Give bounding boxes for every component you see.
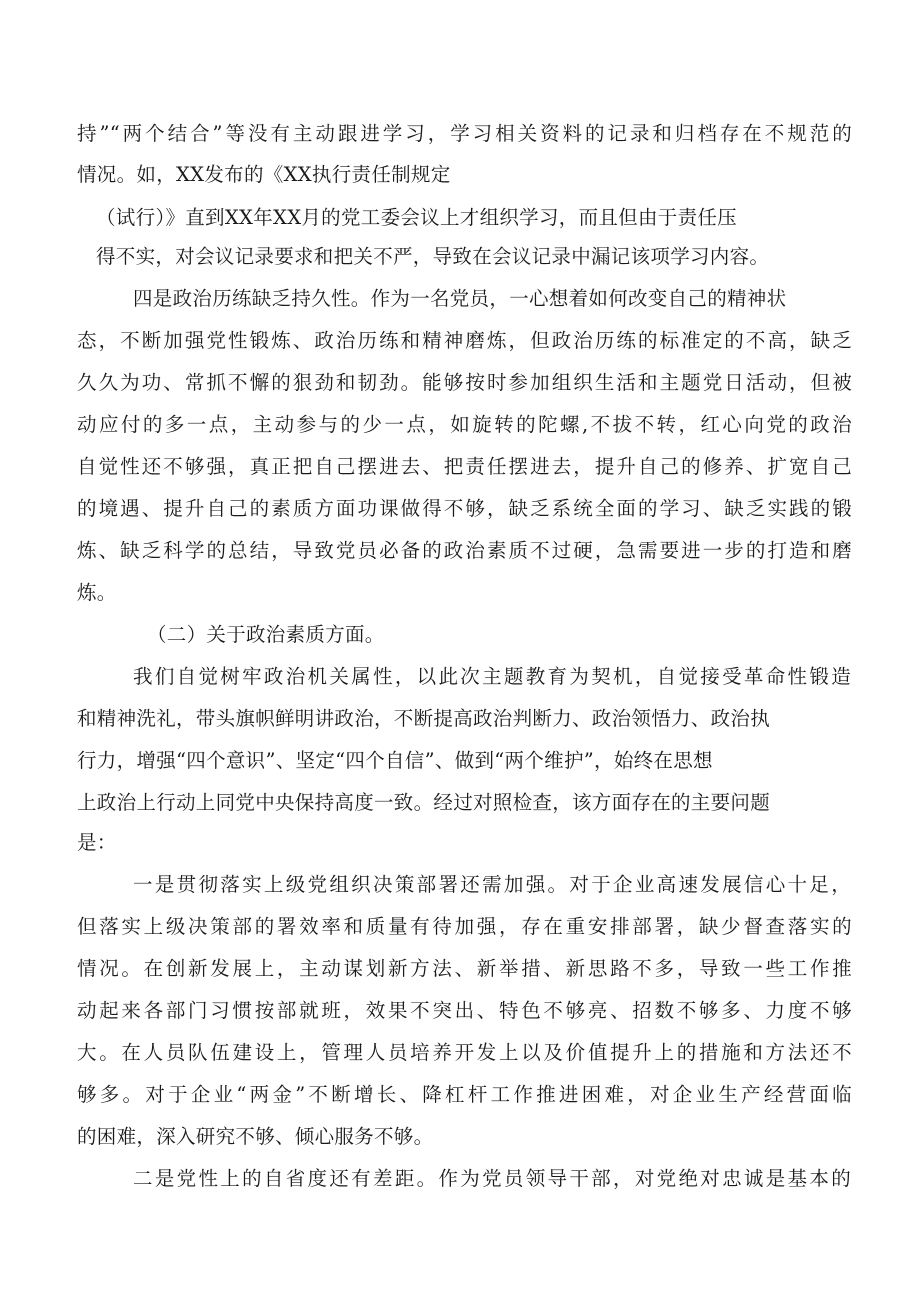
text-line-11: 炼、缺乏科学的总结，导致党员必备的政治素质不过硬，急需要进一步的打造和磨	[77, 539, 852, 562]
paragraph-1-start: 一是贯彻落实上级党组织决策部署还需加强。对于企业高速发展信心十足，	[133, 873, 851, 896]
text-line-10: 的境遇、提升自己的素质方面功课做得不够，缺乏系统全面的学习、缺乏实践的锻	[77, 497, 852, 520]
text-line-2: 情况。如，XX发布的《XX执行责任制规定	[77, 163, 451, 186]
text-line-1: 持”“两个结合”等没有主动跟进学习，学习相关资料的记录和归档存在不规范的	[77, 122, 852, 145]
text-line-9: 自觉性还不够强，真正把自己摆进去、把责任摆进去，提升自己的修养、扩宽自己	[77, 455, 852, 478]
text-line-18: 是：	[77, 831, 117, 854]
paragraph-4-start: 四是政治历练缺乏持久性。作为一名党员，一心想着如何改变自己的精神状	[133, 287, 787, 310]
paragraph-section-start: 我们自觉树牢政治机关属性，以此次主题教育为契机，自觉接受革命性锻造	[133, 665, 851, 688]
text-line-12: 炼。	[77, 581, 117, 604]
text-line-3: （试行）》直到XX年XX月的党工委会议上才组织学习，而且但由于责任压	[96, 206, 737, 229]
text-line-17: 上政治上行动上同党中央保持高度一致。经过对照检查，该方面存在的主要问题	[77, 791, 771, 814]
text-line-22: 动起来各部门习惯按部就班，效果不突出、特色不够亮、招数不够多、力度不够	[77, 999, 852, 1022]
text-line-6: 态，不断加强党性锻炼、政治历练和精神磨炼，但政治历练的标准定的不高，缺乏	[77, 329, 852, 352]
text-line-25: 的困难，深入研究不够、倾心服务不够。	[77, 1125, 434, 1148]
text-line-15: 和精神洗礼，带头旗帜鲜明讲政治，不断提高政治判断力、政治领悟力、政治执	[77, 707, 771, 730]
text-line-23: 大。在人员队伍建设上，管理人员培养开发上以及价值提升上的措施和方法还不	[77, 1041, 852, 1064]
text-line-8: 动应付的多一点，主动参与的少一点，如旋转的陀螺,不拔不转，红心向党的政治	[77, 413, 852, 436]
text-line-21: 情况。在创新发展上，主动谋划新方法、新举措、新思路不多，导致一些工作推	[77, 957, 852, 980]
text-line-16: 行力，增强“四个意识”、坚定“四个自信”、做到“两个维护”，始终在思想	[77, 749, 713, 772]
text-line-20: 但落实上级决策部的署效率和质量有待加强，存在重安排部署，缺少督查落实的	[77, 915, 852, 938]
text-line-24: 够多。对于企业“两金”不断增长、降杠杆工作推进困难，对企业生产经营面临	[77, 1083, 852, 1106]
section-heading: （二）关于政治素质方面。	[147, 623, 385, 646]
text-line-7: 久久为功、常抓不懈的狠劲和韧劲。能够按时参加组织生活和主题党日活动，但被	[77, 371, 852, 394]
text-line-4: 得不实，对会议记录要求和把关不严，导致在会议记录中漏记该项学习内容。	[96, 245, 770, 268]
paragraph-2-start: 二是党性上的自省度还有差距。作为党员领导干部，对党绝对忠诚是基本的	[133, 1167, 851, 1190]
